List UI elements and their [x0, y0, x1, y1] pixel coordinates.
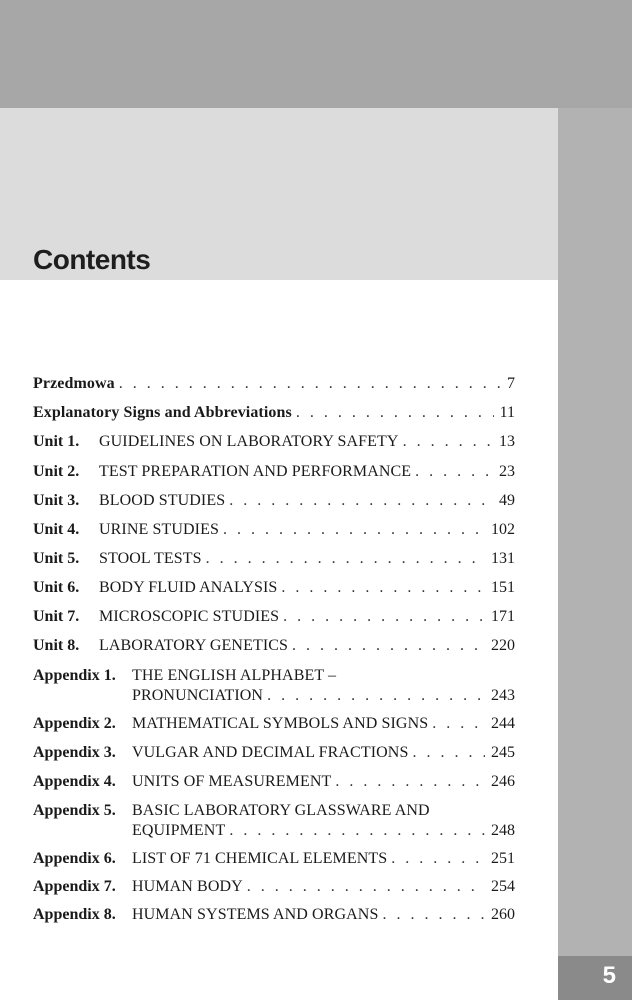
- toc-entry-title: THE ENGLISH ALPHABET –: [132, 667, 337, 684]
- toc-entry-title: HUMAN BODY: [132, 878, 243, 895]
- toc-entry-label: Unit 7.: [33, 608, 80, 625]
- toc-entry-page: 151: [491, 579, 515, 596]
- toc-entry-title: GUIDELINES ON LABORATORY SAFETY: [99, 433, 399, 450]
- toc-entry: [33, 877, 515, 897]
- toc-entry-page: 248: [491, 822, 515, 839]
- dot-leader: [296, 403, 494, 423]
- toc-entry-title: Przedmowa: [33, 375, 115, 392]
- toc-entry-label: Appendix 5.: [33, 802, 116, 819]
- toc-entry: [33, 549, 515, 569]
- dot-leader: [229, 491, 493, 511]
- toc-entry-label: Unit 6.: [33, 579, 80, 596]
- toc-entry-body: [99, 578, 515, 598]
- toc-entry: [33, 801, 515, 841]
- toc-entry-body: [99, 432, 515, 452]
- toc-entry: [33, 520, 515, 540]
- toc-entry: [33, 491, 515, 511]
- dot-leader: [415, 462, 493, 482]
- toc-entry: [33, 403, 515, 423]
- toc-entry-title: TEST PREPARATION AND PERFORMANCE: [99, 463, 412, 480]
- toc-entry-body: [132, 666, 515, 706]
- toc-entry: [33, 636, 515, 656]
- toc-entry-title: MATHEMATICAL SYMBOLS AND SIGNS: [132, 715, 429, 732]
- toc-entry-label: Unit 4.: [33, 521, 80, 538]
- toc-entry-page: 23: [499, 463, 515, 480]
- dot-leader: [403, 432, 493, 452]
- dot-leader: [432, 714, 485, 734]
- toc-entry-label: Appendix 4.: [33, 773, 116, 790]
- dot-leader: [283, 607, 485, 627]
- dot-leader: [391, 849, 485, 869]
- toc-entry-label: Unit 2.: [33, 463, 80, 480]
- toc-entry-label: Appendix 2.: [33, 715, 116, 732]
- toc-entry-title: VULGAR AND DECIMAL FRACTIONS: [132, 744, 409, 761]
- toc-entry: [33, 772, 515, 792]
- toc-entry-title: UNITS OF MEASUREMENT: [132, 773, 332, 790]
- toc-entry-title: Explanatory Signs and Abbreviations: [33, 404, 292, 421]
- toc-entry-body: [33, 374, 515, 394]
- toc-entry: [33, 462, 515, 482]
- toc-entry-page: 131: [491, 550, 515, 567]
- toc-entry-page: 220: [491, 637, 515, 654]
- toc-entry: [33, 666, 515, 706]
- toc-entry-label: Appendix 6.: [33, 850, 116, 867]
- toc-entry-label: Appendix 8.: [33, 906, 116, 923]
- right-margin-band: [558, 108, 632, 1000]
- dot-leader: [223, 520, 485, 540]
- toc-entry-page: 246: [491, 773, 515, 790]
- dot-leader: [292, 636, 485, 656]
- toc-entry: [33, 578, 515, 598]
- toc-entry-page: 251: [491, 850, 515, 867]
- toc-entry-title: BODY FLUID ANALYSIS: [99, 579, 278, 596]
- toc-entry: [33, 905, 515, 925]
- dot-leader: [229, 821, 485, 841]
- toc-entry-body: [132, 905, 515, 925]
- toc-entry-body: [33, 403, 515, 423]
- toc-entry-title: BASIC LABORATORY GLASSWARE AND: [132, 802, 430, 819]
- toc-entry-body: [99, 549, 515, 569]
- toc-entry-page: 260: [491, 906, 515, 923]
- toc-entry-page: 171: [491, 608, 515, 625]
- page-number: 5: [602, 962, 616, 989]
- dot-leader: [412, 743, 485, 763]
- toc-entry: [33, 607, 515, 627]
- toc-entry-page: 49: [499, 492, 515, 509]
- toc-entry-label: Unit 8.: [33, 637, 80, 654]
- dot-leader: [119, 374, 501, 394]
- toc-entry-body: [132, 772, 515, 792]
- top-gray-band: [0, 0, 632, 108]
- dot-leader: [247, 877, 485, 897]
- toc-entry: [33, 714, 515, 734]
- toc-entry: [33, 374, 515, 394]
- toc-entry-title: URINE STUDIES: [99, 521, 219, 538]
- toc-entry-label: Appendix 1.: [33, 667, 116, 684]
- toc-entry-page: 13: [499, 433, 515, 450]
- page-number-tab: [558, 956, 632, 1000]
- toc-entry-body: [132, 743, 515, 763]
- toc-entry-title: LIST OF 71 CHEMICAL ELEMENTS: [132, 850, 388, 867]
- toc-entry-label: Unit 3.: [33, 492, 80, 509]
- toc-entry-page: 102: [491, 521, 515, 538]
- toc-entry-label: Unit 1.: [33, 433, 80, 450]
- toc-entry-page: 254: [491, 878, 515, 895]
- toc-entry-page: 11: [499, 404, 515, 421]
- toc-entry-title: HUMAN SYSTEMS AND ORGANS: [132, 906, 379, 923]
- toc-entry-page: 244: [491, 715, 515, 732]
- toc-entry-page: 243: [491, 687, 515, 704]
- toc-entry-title: STOOL TESTS: [99, 550, 202, 567]
- toc-entry-body: [132, 801, 515, 841]
- dot-leader: [382, 905, 485, 925]
- toc-entry-title: MICROSCOPIC STUDIES: [99, 608, 280, 625]
- toc-entry-label: Unit 5.: [33, 550, 80, 567]
- toc-entry-body: [132, 849, 515, 869]
- dot-leader: [335, 772, 485, 792]
- toc-entry: [33, 432, 515, 452]
- toc-entry-body: [132, 877, 515, 897]
- toc-entry-title: BLOOD STUDIES: [99, 492, 226, 509]
- dot-leader: [267, 686, 485, 706]
- toc-entry-label: Appendix 3.: [33, 744, 116, 761]
- dot-leader: [206, 549, 485, 569]
- toc-entry-body: [99, 520, 515, 540]
- toc-entry-body: [132, 714, 515, 734]
- toc-entry-title: PRONUNCIATION: [132, 687, 264, 704]
- toc-entry-body: [99, 636, 515, 656]
- toc-entry-body: [99, 462, 515, 482]
- toc-entry-label: Appendix 7.: [33, 878, 116, 895]
- toc-entry-title: EQUIPMENT: [132, 822, 226, 839]
- dot-leader: [281, 578, 485, 598]
- toc-entry: [33, 743, 515, 763]
- toc-entry: [33, 849, 515, 869]
- page-title: Contents: [33, 244, 151, 275]
- toc-entry-page: 7: [507, 375, 515, 392]
- toc-entry-page: 245: [491, 744, 515, 761]
- toc-entry-body: [99, 491, 515, 511]
- toc-entry-title: LABORATORY GENETICS: [99, 637, 289, 654]
- toc-entry-body: [99, 607, 515, 627]
